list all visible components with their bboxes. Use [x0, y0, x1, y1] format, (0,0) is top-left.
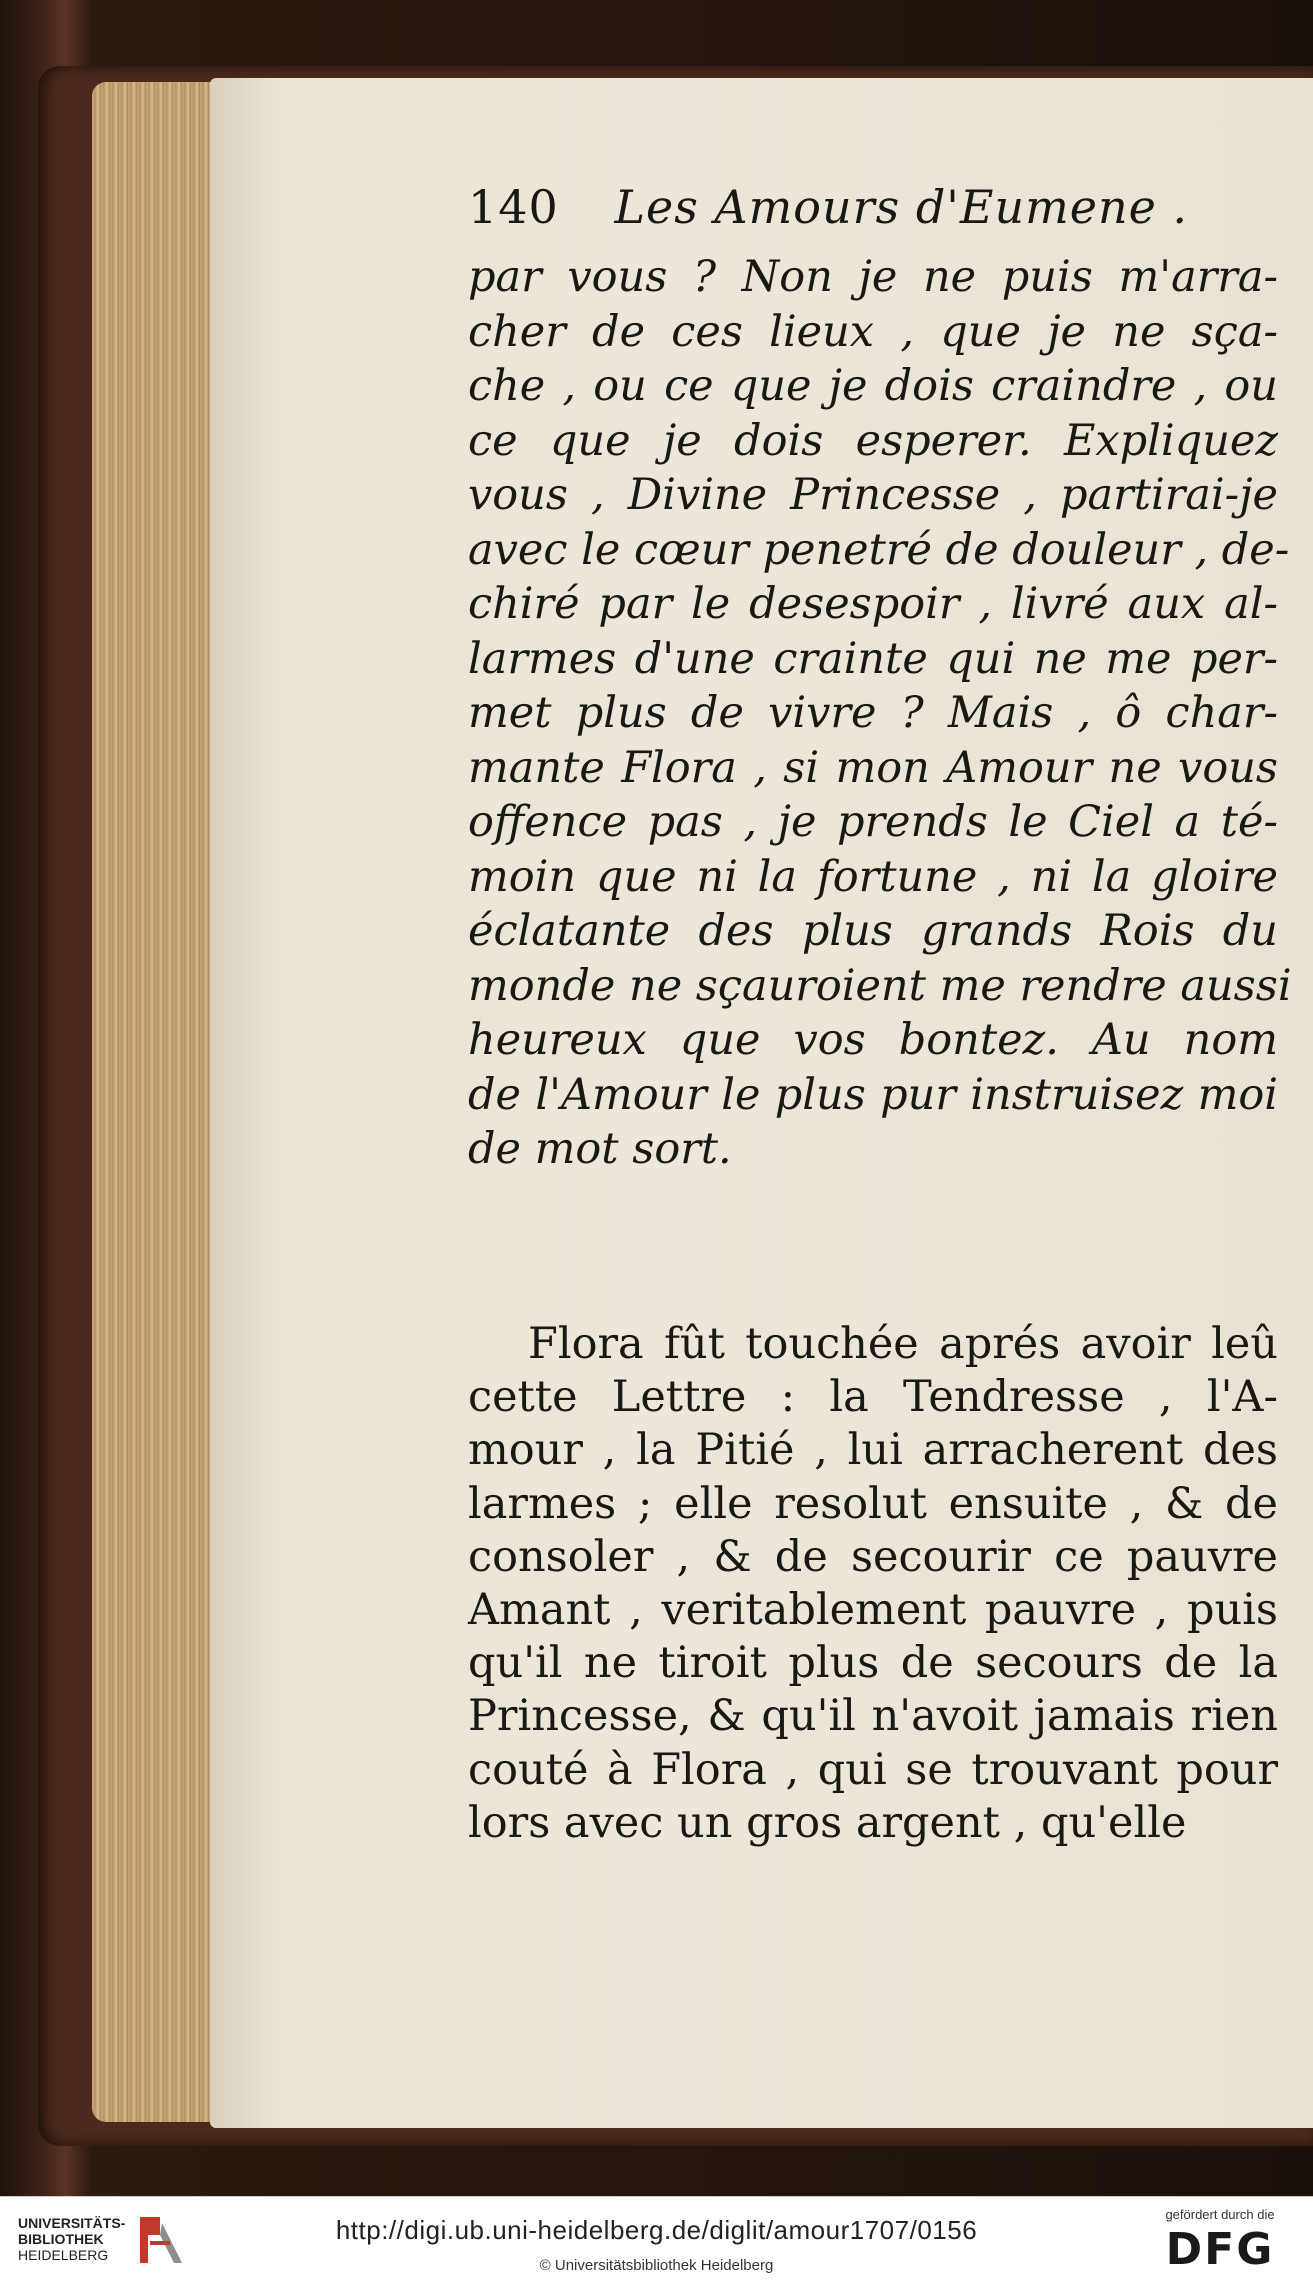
copyright-notice: © Universitätsbibliothek Heidelberg: [539, 2257, 774, 2274]
text-line: de l'Amour le plus pur instruisez moi: [468, 1069, 1278, 1120]
text-line: cette Lettre : la Tendresse , l'A-: [468, 1372, 1278, 1423]
library-name-line: HEIDELBERG: [18, 2247, 109, 2263]
text-line: che , ou ce que je dois craindre , ou: [468, 361, 1278, 411]
text-line: couté à Flora , qui se trouvant pour: [468, 1744, 1278, 1795]
text-line: avec le cœur penetré de douleur , de-: [468, 524, 1290, 575]
text-line: lors avec un gros argent , qu'elle: [468, 1797, 1187, 1848]
text-line: mante Flora , si mon Amour ne vous: [468, 742, 1278, 793]
text-line: offence pas , je prends le Ciel a té-: [468, 797, 1278, 847]
dfg-logo-icon: DFG: [1165, 2224, 1275, 2275]
running-title: Les Amours d'Eumene .: [614, 180, 1189, 234]
body-paragraph: [468, 1318, 1278, 1850]
page-number: 140: [468, 180, 559, 234]
text-line: consoler , & de secourir ce pauvre: [468, 1531, 1278, 1582]
text-line: moin que ni la fortune , ni la gloire: [468, 851, 1278, 902]
text-line: Flora fût touchée aprés avoir leû: [528, 1319, 1278, 1369]
page-url[interactable]: http://digi.ub.uni-heidelberg.de/diglit/amour1707/0156: [335, 2215, 978, 2245]
running-head: [468, 180, 1288, 234]
funder-label: gefördert durch die: [1165, 2207, 1275, 2222]
text-line: Amant , veritablement pauvre , puis: [468, 1585, 1278, 1636]
library-name-line: UNIVERSITÄTS-: [18, 2215, 126, 2231]
text-line: ce que je dois esperer. Expliquez: [468, 415, 1278, 466]
text-line: chiré par le desespoir , livré aux al-: [468, 579, 1278, 629]
text-line: vous , Divine Princesse , partirai-je: [468, 470, 1278, 520]
text-line: larmes d'une crainte qui ne me per-: [468, 633, 1278, 684]
text-line: larmes ; elle resolut ensuite , & de: [468, 1478, 1278, 1529]
viewer-footer: [0, 2196, 1313, 2292]
text-line: met plus de vivre ? Mais , ô char-: [468, 688, 1278, 738]
text-line: mour , la Pitié , lui arracherent des: [468, 1425, 1278, 1476]
text-line: par vous ? Non je ne puis m'arra-: [468, 252, 1278, 302]
text-line: éclatante des plus grands Rois du: [468, 906, 1278, 956]
text-line: de mot sort.: [468, 1124, 732, 1174]
text-line: heureux que vos bontez. Au nom: [468, 1015, 1278, 1065]
text-line: cher de ces lieux , que je ne sça-: [468, 306, 1278, 357]
letter-text: [468, 250, 1292, 1177]
text-line: monde ne sçauroient me rendre aussi: [468, 960, 1292, 1011]
text-line: qu'il ne tiroit plus de secours de la: [468, 1638, 1278, 1689]
text-line: Princesse, & qu'il n'avoit jamais rien: [468, 1691, 1278, 1742]
library-name-line: BIBLIOTHEK: [18, 2231, 104, 2247]
funder-logo: [1145, 2207, 1295, 2287]
